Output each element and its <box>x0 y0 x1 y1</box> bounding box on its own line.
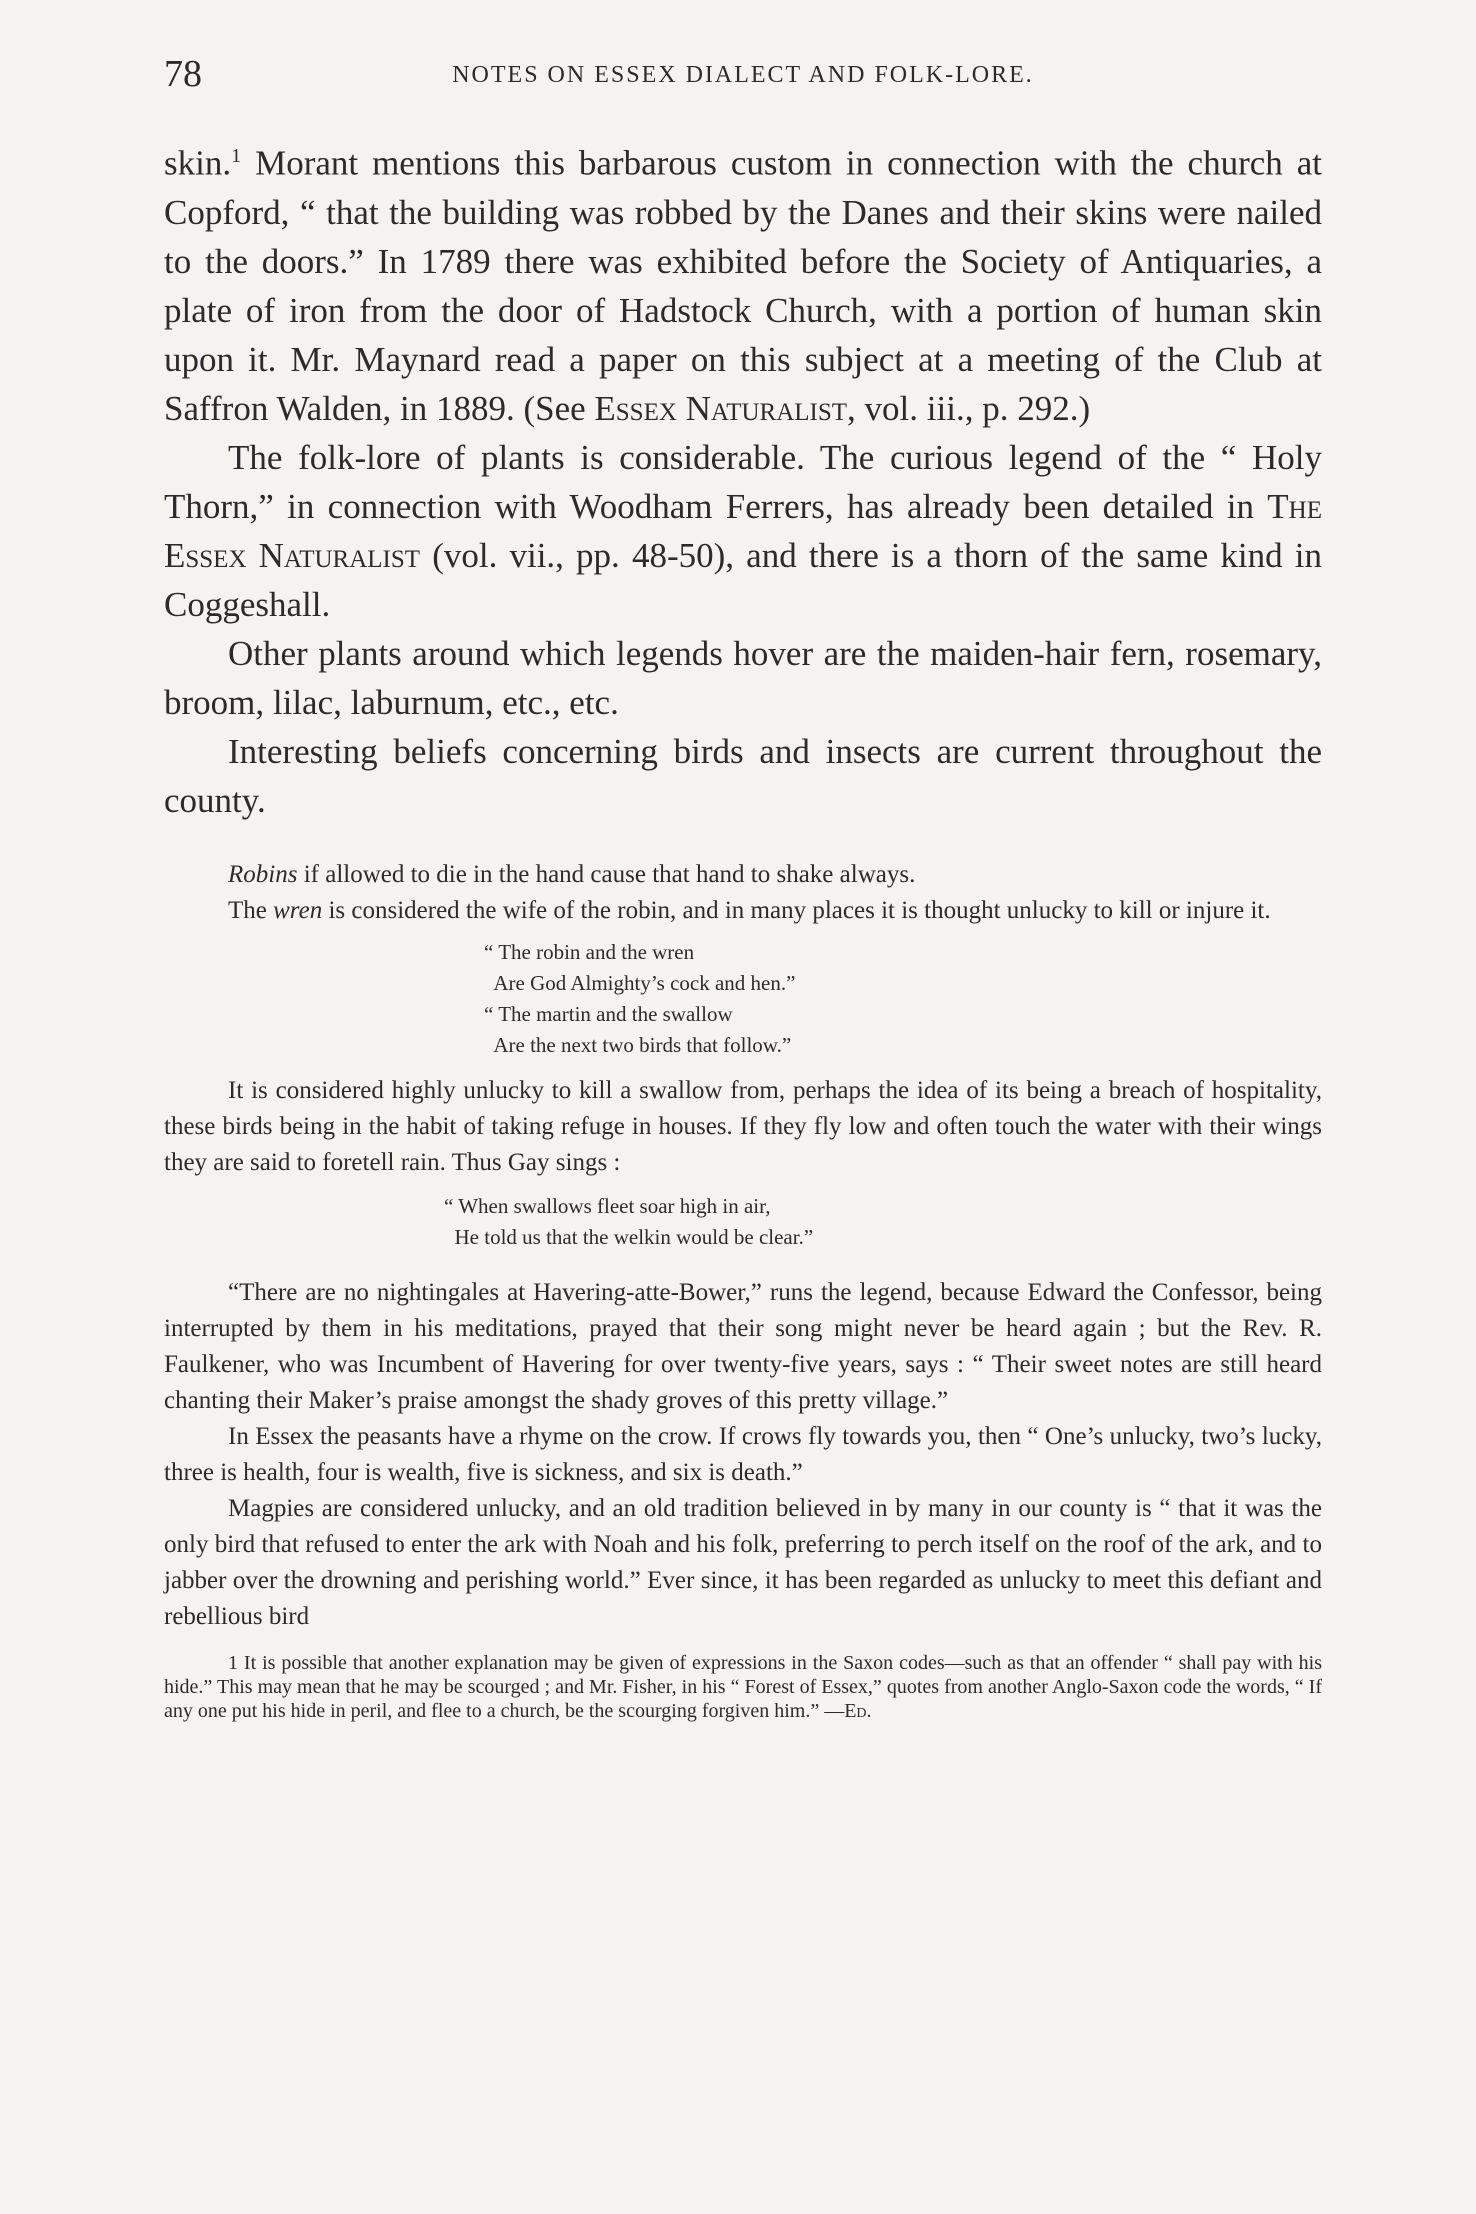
running-title: NOTES ON ESSEX DIALECT AND FOLK-LORE. <box>452 62 1034 88</box>
journal-title: Essex Naturalist <box>594 388 848 428</box>
page-header <box>164 52 1322 96</box>
verse-line: “ The martin and the swallow <box>484 1001 733 1026</box>
paragraph-text: The <box>228 896 274 924</box>
paragraph-text: The folk-lore of plants is considerable. The curious legend of the “ Holy Thorn,” in connection with Woodham Ferrers, has already been detailed in <box>164 437 1322 526</box>
italic-term: wren <box>273 896 323 924</box>
verse-line: Are God Almighty’s cock and hen.” <box>484 970 796 995</box>
footnote-reference: 1 <box>231 145 242 167</box>
page-body <box>164 132 1322 1723</box>
footnote-mark: 1 <box>228 1651 238 1674</box>
paragraph-robins <box>164 857 1322 893</box>
paragraph-crow: In Essex the peasants have a rhyme on the crow. If crows fly towards you, then “ One’s unlucky, two’s lucky, three is health, four is wealth, five is sickness, and six is death.” <box>164 1422 1322 1486</box>
paragraph-swallow: It is considered highly unlucky to kill a swallow from, perhaps the idea of its being a breach of hospitality, these birds being in the habit of taking refuge in houses. If they fly low and often touch the water with their wings they are said to foretell rain. Thus Gay sings : <box>164 1076 1322 1176</box>
paragraph-plants <box>164 433 1322 629</box>
verse-robin-wren <box>164 937 1322 1061</box>
verse-line: “ When swallows fleet soar high in air, <box>444 1193 771 1218</box>
paragraph-text: skin. <box>164 143 232 183</box>
italic-term: Robins <box>228 860 298 888</box>
verse-line: He told us that the welkin would be clear.” <box>444 1224 814 1249</box>
paragraph-magpies: Magpies are considered unlucky, and an old tradition believed in by many in our county is “ that it was the only bird that refused to enter the ark with Noah and his folk, preferring to perch itself on the roof of the ark, and to jabber over the drowning and perishing world.” Ever since, it has been regarded as unlucky to meet this defiant and rebellious bird <box>164 1494 1322 1630</box>
paragraph-nightingales: “There are no nightingales at Havering-atte-Bower,” runs the legend, because Edward the Confessor, being interrupted by them in his meditations, prayed that their song might never be heard again ; but the Rev. R. Faulkener, who was Incumbent of Havering for over twenty-five years, says : “ Their sweet notes are still heard chanting their Maker’s praise amongst the shady groves of this pretty village.” <box>164 1278 1322 1414</box>
paragraph-text: Morant mentions this barbarous custom in connection with the church at Copford, “ that the building was robbed by the Danes and their skins were nailed to the doors.” In 1789 there was exhibited before the Society of Antiquaries, a plate of iron from the door of Hadstock Church, with a portion of human skin upon it. Mr. Maynard read a paper on this subject at a meeting of the Club at Saffron Walden, in 1889. (See <box>164 143 1322 428</box>
footnote <box>164 1651 1322 1723</box>
footnote-signature: Ed. <box>844 1699 872 1722</box>
paragraph-text: is considered the wife of the robin, and in many places it is thought unlucky to kill or injure it. <box>322 896 1271 924</box>
paragraph-wren <box>164 893 1322 929</box>
paragraph-text: if allowed to die in the hand cause that hand to shake always. <box>297 860 916 888</box>
verse-swallows <box>164 1191 1322 1253</box>
journal-title: The Essex Naturalist <box>164 486 1322 575</box>
paragraph-text: (vol. vii., pp. 48-50), and there is a thorn of the same kind in Coggeshall. <box>164 535 1322 624</box>
verse-line: “ The robin and the wren <box>484 939 695 964</box>
paragraph-hide-custom <box>164 132 1322 433</box>
paragraph-birds-insects: Interesting beliefs concerning birds and insects are current throughout the county. <box>164 731 1322 820</box>
paragraph-legend-plants: Other plants around which legends hover are the maiden-hair fern, rosemary, broom, lilac, laburnum, etc., etc. <box>164 633 1322 722</box>
verse-line: Are the next two birds that follow.” <box>484 1032 792 1057</box>
footnote-text: It is possible that another explanation may be given of expressions in the Saxon codes—such as that an offender “ shall pay with his hide.” This may mean that he may be scourged ; and Mr. Fisher, in his “ Forest of Essex,” quotes from another Anglo-Saxon code the words, “ If any one put his hide in peril, and flee to a church, be the scourging forgiven him.” — <box>164 1651 1322 1722</box>
page-number: 78 <box>164 53 202 95</box>
paragraph-text: , vol. iii., p. 292.) <box>847 388 1091 428</box>
